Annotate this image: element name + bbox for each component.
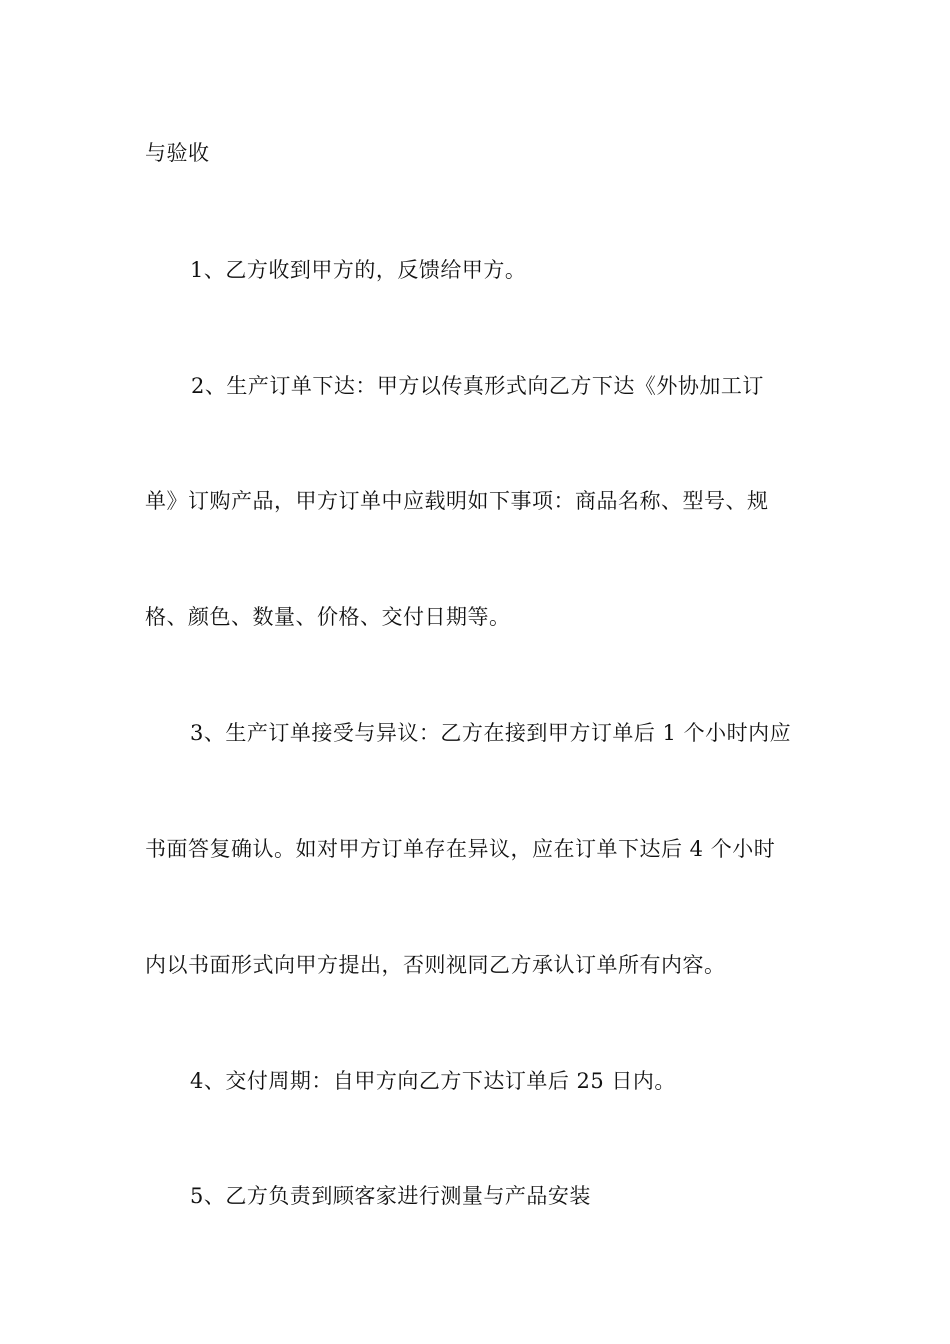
text-line-7: 书面答复确认。如对甲方订单存在异议，应在订单下达后 4 个小时 (145, 837, 776, 861)
text-line-5: 格、颜色、数量、价格、交付日期等。 (145, 605, 511, 629)
text-line-4: 单》订购产品，甲方订单中应载明如下事项：商品名称、型号、规 (145, 489, 769, 513)
text-line-3: 2、生产订单下达：甲方以传真形式向乙方下达《外协加工订 (191, 374, 764, 398)
text-line-9: 4、交付周期：自甲方向乙方下达订单后 25 日内。 (190, 1069, 676, 1093)
text-line-1: 与验收 (145, 141, 210, 165)
text-line-8: 内以书面形式向甲方提出，否则视同乙方承认订单所有内容。 (145, 953, 726, 977)
text-line-6: 3、生产订单接受与异议：乙方在接到甲方订单后 1 个小时内应 (190, 721, 792, 745)
text-line-2: 1、乙方收到甲方的，反馈给甲方。 (190, 258, 527, 282)
text-line-10: 5、乙方负责到顾客家进行测量与产品安装 (190, 1184, 591, 1208)
